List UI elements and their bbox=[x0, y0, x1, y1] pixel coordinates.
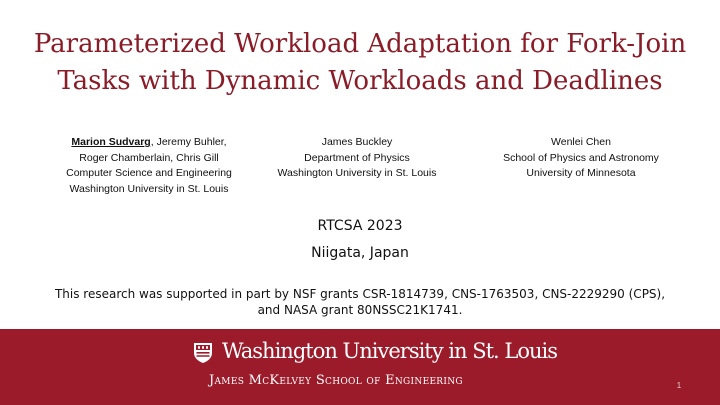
author-name: James Buckley bbox=[321, 136, 393, 148]
author-dept: School of Physics and Astronomy bbox=[503, 151, 659, 164]
lead-author: Marion Sudvarg bbox=[71, 136, 151, 148]
author-dept: Computer Science and Engineering bbox=[66, 167, 232, 180]
author-institution: Washington University in St. Louis bbox=[69, 182, 229, 195]
conference-location: Niigata, Japan bbox=[311, 245, 409, 261]
author-institution: University of Minnesota bbox=[526, 167, 636, 180]
author-block-wustl-cse bbox=[44, 135, 254, 197]
author-dept: Department of Physics bbox=[304, 151, 410, 164]
title-line-2: Tasks with Dynamic Workloads and Deadlines bbox=[57, 66, 663, 96]
funding-line-2: and NASA grant 80NSSC21K1741. bbox=[257, 303, 463, 317]
co-authors: , Jeremy Buhler, bbox=[150, 136, 227, 148]
author-line-2: Roger Chamberlain, Chris Gill bbox=[79, 151, 219, 164]
author-name: Wenlei Chen bbox=[551, 136, 611, 148]
author-institution: Washington University in St. Louis bbox=[277, 167, 437, 180]
page-number: 1 bbox=[676, 381, 682, 390]
slide-title bbox=[20, 26, 700, 100]
university-shield-icon bbox=[193, 342, 213, 364]
footer-banner bbox=[0, 329, 720, 405]
funding-line-1: This research was supported in part by NSF grants CSR-1814739, CNS-1763503, CNS-2229290 (CPS), bbox=[54, 287, 666, 301]
university-wordmark: Washington University in St. Louis bbox=[222, 339, 557, 363]
conference-name: RTCSA 2023 bbox=[317, 218, 403, 234]
author-block-umn bbox=[484, 135, 678, 182]
author-block-wustl-physics bbox=[262, 135, 452, 182]
author-line-1 bbox=[44, 135, 254, 151]
school-name: James McKelvey School of Engineering bbox=[209, 373, 463, 388]
funding-acknowledgement bbox=[0, 286, 720, 318]
title-line-1: Parameterized Workload Adaptation for Fork-Join bbox=[33, 29, 687, 59]
